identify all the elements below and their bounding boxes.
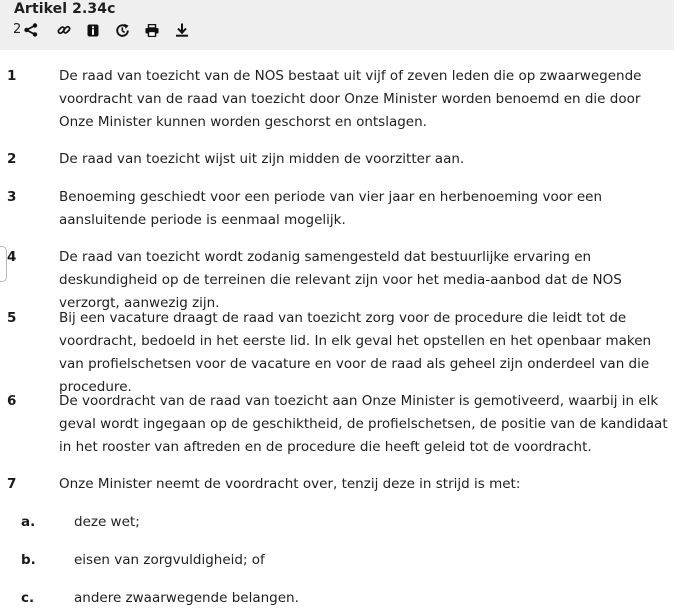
share-icon[interactable] [23, 20, 39, 40]
paragraph-number: 3 [7, 189, 17, 205]
paragraph-text: De raad van toezicht wordt zodanig samengesteld dat bestuurlijke ervaring en deskundigheid op de terreinen die relevant zijn voor het media-aanbod dat de NOS verzorgt, aanwezig zijn. [59, 249, 622, 311]
paragraph-number: 5 [7, 310, 17, 326]
paragraph-text: De raad van toezicht wijst uit zijn midden de voorzitter aan. [59, 151, 465, 167]
paragraph-text: Benoeming geschiedt voor een periode van vier jaar en herbenoeming voor een aansluitende periode is eenmaal mogelijk. [59, 189, 603, 228]
info-icon[interactable] [85, 20, 101, 40]
subitem-label: c. [21, 590, 35, 606]
subitem-label: a. [21, 514, 36, 530]
article-toolbar [13, 20, 190, 40]
paragraph-text: Onze Minister neemt de voordracht over, tenzij deze in strijd is met: [59, 476, 521, 492]
paragraph-number: 1 [7, 68, 17, 84]
left-edge-tab[interactable] [0, 246, 7, 282]
subitem-text: deze wet; [74, 514, 140, 530]
subitem-text: eisen van zorgvuldigheid; of [74, 552, 265, 568]
history-icon[interactable] [114, 20, 131, 40]
article-title: Artikel 2.34c [14, 1, 116, 17]
subitem-label: b. [21, 552, 36, 568]
share-count: 2 [13, 22, 22, 37]
paragraph-number: 2 [7, 151, 17, 167]
paragraph-number: 6 [7, 393, 17, 409]
paragraph-number: 7 [7, 476, 17, 492]
article-header [0, 0, 674, 50]
paragraph-text: De raad van toezicht van de NOS bestaat uit vijf of zeven leden die op zwaarwegende voordracht van de raad van toezicht door Onze Minister worden benoemd en die door Onze Minister kunnen worden geschorst en ontslagen. [59, 68, 642, 130]
print-icon[interactable] [144, 20, 160, 40]
paragraph-text: Bij een vacature draagt de raad van toezicht zorg voor de procedure die leidt tot de voordracht, bedoeld in het eerste lid. In elk geval het opstellen en het openbaar maken van profielschetsen voor de vacature en voor de raad als geheel zijn onderdeel van die procedure. [59, 310, 652, 395]
subitem-text: andere zwaarwegende belangen. [74, 590, 299, 606]
paragraph-number: 4 [7, 249, 17, 265]
download-icon[interactable] [174, 20, 190, 40]
link-icon[interactable] [56, 20, 72, 40]
paragraph-text: De voordracht van de raad van toezicht aan Onze Minister is gemotiveerd, waarbij in elk geval wordt ingegaan op de geschiktheid, de profielschetsen, de positie van de kandidaat in het rooster van aftreden en de procedure die heeft geleid tot de voordracht. [59, 393, 668, 455]
